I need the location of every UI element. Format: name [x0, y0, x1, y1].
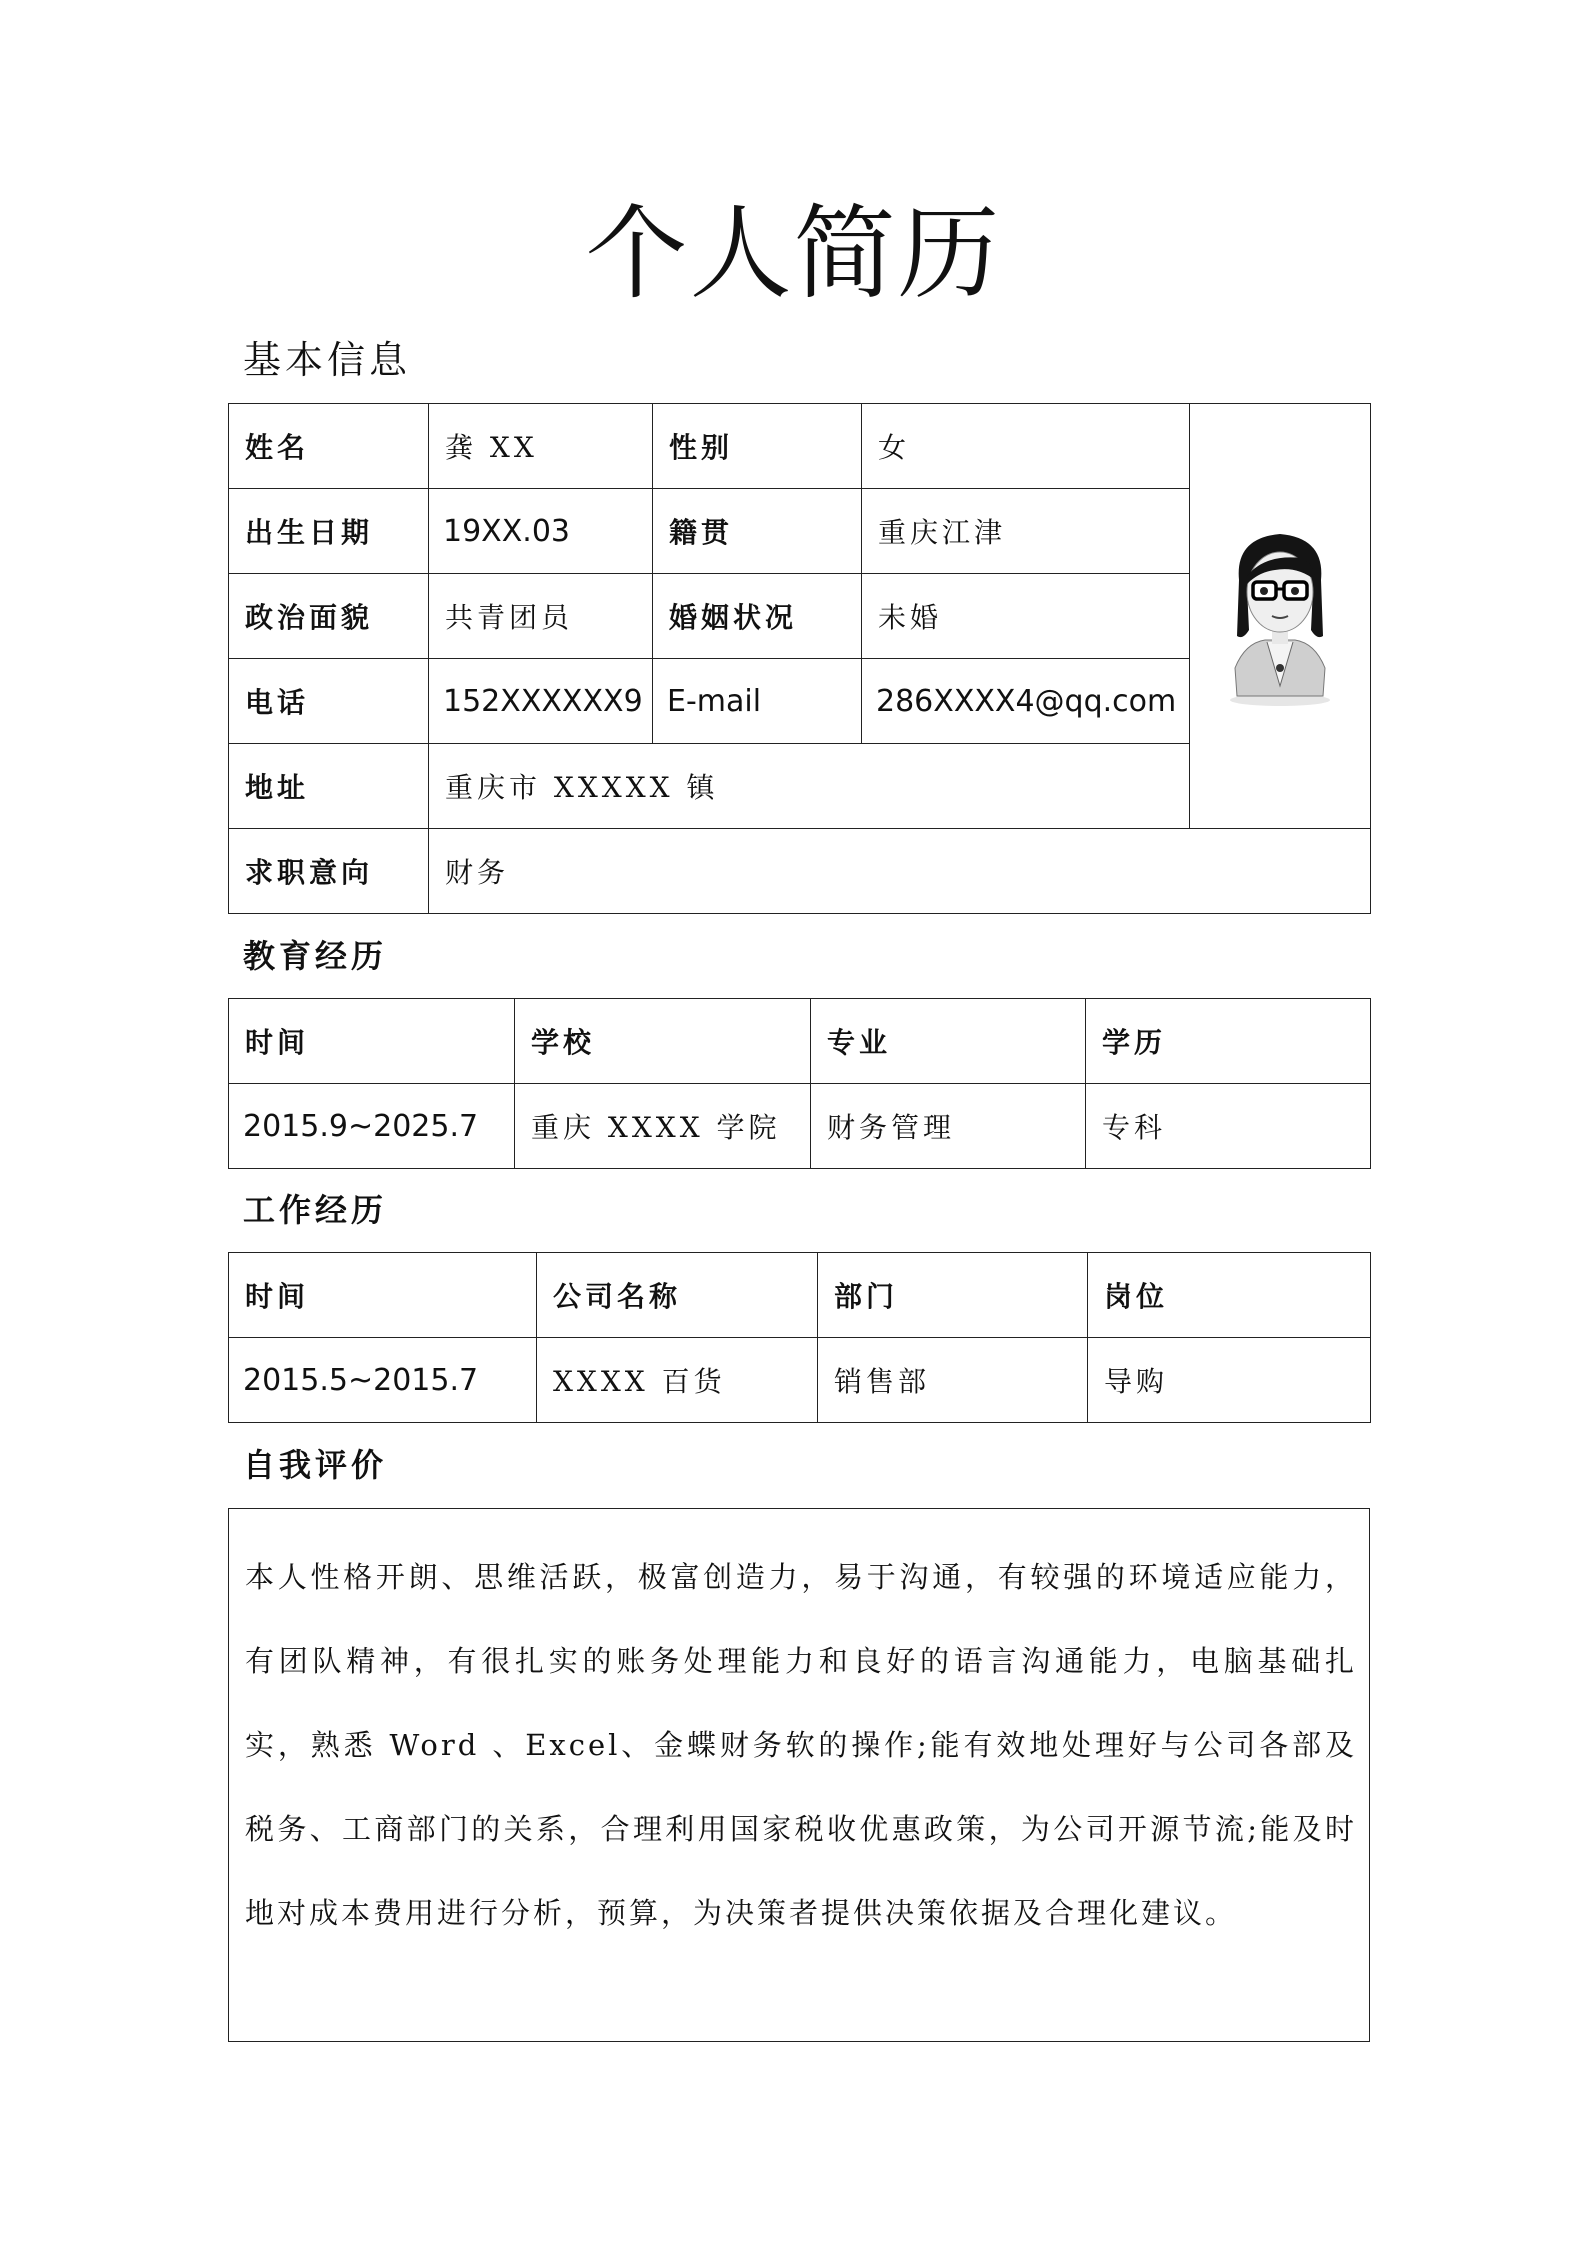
self-eval-text: 本人性格开朗、思维活跃，极富创造力，易于沟通，有较强的环境适应能力，有团队精神，有很扎实的账务处理能力和良好的语言沟通能力，电脑基础扎实，熟悉 Word 、Excel、金蝶财务软的操作;能有效地处理好与公司各部及税务、工商部门的关系，合理利用国家税收优惠政策，为公司开源节流;能及时地对成本费用进行分析，预算，为决策者提供决策依据及合理化建议。 [228, 1508, 1370, 2042]
work-time: 2015.5~2015.7 [229, 1338, 537, 1423]
name-label: 姓名 [229, 404, 429, 489]
table-row [229, 1084, 1371, 1169]
job-intent-value: 财务 [429, 829, 1371, 914]
education-degree: 专科 [1086, 1084, 1371, 1169]
work-header-company: 公司名称 [537, 1253, 818, 1338]
email-label: E-mail [653, 659, 862, 744]
marital-value: 未婚 [862, 574, 1190, 659]
job-intent-label: 求职意向 [229, 829, 429, 914]
birth-label: 出生日期 [229, 489, 429, 574]
marital-label: 婚姻状况 [653, 574, 862, 659]
gender-value: 女 [862, 404, 1190, 489]
education-header-major: 专业 [811, 999, 1086, 1084]
address-value: 重庆市 XXXXX 镇 [429, 744, 1190, 829]
photo-cell [1190, 404, 1371, 829]
education-header-school: 学校 [515, 999, 811, 1084]
political-value: 共青团员 [429, 574, 653, 659]
education-header-time: 时间 [229, 999, 515, 1084]
work-company: XXXX 百货 [537, 1338, 818, 1423]
birth-value: 19XX.03 [429, 489, 653, 574]
education-header-degree: 学历 [1086, 999, 1371, 1084]
work-table [228, 1252, 1371, 1423]
education-major: 财务管理 [811, 1084, 1086, 1169]
page-title: 个人简历 [585, 195, 1002, 314]
table-row [229, 999, 1371, 1084]
table-row [229, 1253, 1371, 1338]
education-time: 2015.9~2025.7 [229, 1084, 515, 1169]
table-row [229, 404, 1371, 489]
work-department: 销售部 [818, 1338, 1088, 1423]
basic-info-heading: 基本信息 [243, 338, 412, 382]
avatar [1205, 518, 1355, 708]
address-label: 地址 [229, 744, 429, 829]
education-school: 重庆 XXXX 学院 [515, 1084, 811, 1169]
education-table [228, 998, 1371, 1169]
work-header-time: 时间 [229, 1253, 537, 1338]
self-eval-heading: 自我评价 [243, 1446, 388, 1484]
email-value: 286XXXX4@qq.com [862, 659, 1190, 744]
work-header-position: 岗位 [1088, 1253, 1371, 1338]
gender-label: 性别 [653, 404, 862, 489]
political-label: 政治面貌 [229, 574, 429, 659]
table-row [229, 829, 1371, 914]
basic-info-table [228, 403, 1371, 914]
work-heading: 工作经历 [243, 1191, 388, 1229]
phone-label: 电话 [229, 659, 429, 744]
native-place-value: 重庆江津 [862, 489, 1190, 574]
name-value: 龚 XX [429, 404, 653, 489]
work-position: 导购 [1088, 1338, 1371, 1423]
education-heading: 教育经历 [243, 937, 388, 975]
work-header-department: 部门 [818, 1253, 1088, 1338]
native-place-label: 籍贯 [653, 489, 862, 574]
table-row [229, 1338, 1371, 1423]
phone-value: 152XXXXXX9 [429, 659, 653, 744]
